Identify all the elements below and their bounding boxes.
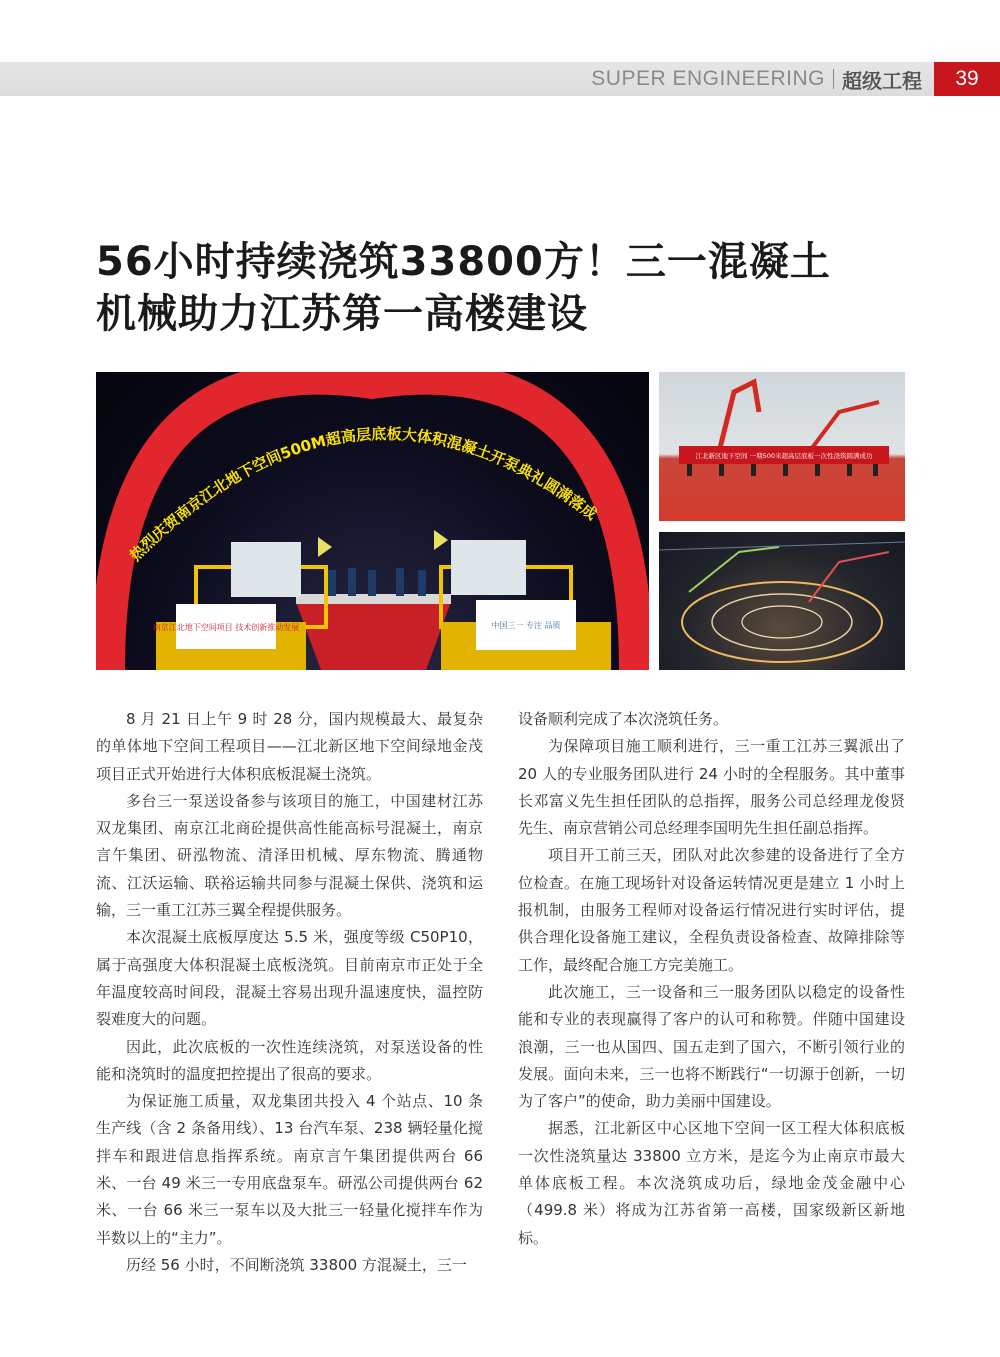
paragraph: 项目开工前三天，团队对此次参建的设备进行了全方位检查。在施工现场针对设备运转情况更是建立 1 小时上报机制，由服务工程师对设备运行情况进行实时评估，提供合理化设备施工建议，全程负责设备检查、故障排除等工作，最终配合施工方完美施工。 bbox=[518, 846, 905, 974]
paragraph: 为保证施工质量，双龙集团共投入 4 个站点、10 条生产线（含 2 条备用线）、13 台汽车泵、238 辆轻量化搅拌车和跟进信息指挥系统。南京言午集团提供两台 66 米、一台 49 米三一专用底盘泵车。研泓公司提供两台 62 米、一台 66 米三一泵车以及大批三一轻量化搅拌车作为半数以上的“主力”。 bbox=[96, 1092, 483, 1247]
construction-night-photo bbox=[659, 532, 905, 670]
left-board-text: 南京江北地下空间项目 技术创新推动发展 bbox=[152, 623, 300, 632]
running-header bbox=[591, 62, 922, 96]
header-divider bbox=[833, 69, 834, 89]
arch-banner-text: 热烈庆贺南京江北地下空间500M超高层底板大体积混凝土开泵典礼圆满落成 bbox=[126, 424, 601, 565]
paragraph: 8 月 21 日上午 9 时 28 分，国内规模最大、最复杂的单体地下空间工程项目——江北新区地下空间绿地金茂项目正式开始进行大体积底板混凝土浇筑。 bbox=[96, 710, 483, 783]
paragraph: 据悉，江北新区中心区地下空间一区工程大体积底板一次性浇筑量达 33800 立方米，是迄今为止南京市最大单体底板工程。本次浇筑成功后，绿地金茂金融中心（499.8 米）将成为江苏省第一高楼，国家级新区新地标。 bbox=[518, 1119, 905, 1247]
article-column-left bbox=[96, 706, 483, 1279]
article-title bbox=[96, 236, 916, 340]
ceremony-day-photo bbox=[659, 372, 905, 521]
paragraph: 多台三一泵送设备参与该项目的施工，中国建材江苏双龙集团、南京江北商砼提供高性能高标号混凝土，南京言午集团、研泓物流、清泽田机械、厚东物流、腾通物流、江沃运输、联裕运输共同参与混凝土保供、浇筑和运输，三一重工江苏三翼全程提供服务。 bbox=[96, 791, 483, 920]
title-line-2: 机械助力江苏第一高楼建设 bbox=[96, 291, 588, 337]
ceremony-banner-text: 江北新区地下空间 一期500米超高层底板一次性浇筑圆满成功 bbox=[695, 452, 873, 460]
ceremony-day-illustration bbox=[659, 372, 905, 521]
page-number: 39 bbox=[934, 62, 1000, 96]
ceremony-night-illustration bbox=[96, 372, 649, 670]
right-board-text: 中国三一 专注 品质 bbox=[491, 621, 561, 630]
article-column-right bbox=[518, 706, 905, 1252]
paragraph: 此次施工，三一设备和三一服务团队以稳定的设备性能和专业的表现赢得了客户的认可和称赞。伴随中国建设浪潮，三一也从国四、国五走到了国六，不断引领行业的发展。面向未来，三一也将不断践行“一切源于创新，一切为了客户”的使命，助力美丽中国建设。 bbox=[518, 982, 905, 1111]
paragraph: 本次混凝土底板厚度达 5.5 米，强度等级 C50P10，属于高强度大体积混凝土底板浇筑。目前南京市正处于全年温度较高时间段，混凝土容易出现升温速度快，温控防裂难度大的问题。 bbox=[96, 928, 483, 1029]
construction-night-illustration bbox=[659, 532, 905, 670]
paragraph: 为保障项目施工顺利进行，三一重工江苏三翼派出了 20 人的专业服务团队进行 24 小时的全程服务。其中董事长邓富义先生担任团队的总指挥，服务公司总经理龙俊贤先生、南京营销公司总经理李国明先生担任副总指挥。 bbox=[518, 737, 905, 838]
title-line-1: 56小时持续浇筑33800方！三一混凝土 bbox=[96, 239, 831, 285]
paragraph: 因此，此次底板的一次性连续浇筑，对泵送设备的性能和浇筑时的温度把控提出了很高的要求。 bbox=[96, 1037, 483, 1083]
paragraph-continuation: 设备顺利完成了本次浇筑任务。 bbox=[518, 710, 729, 728]
paragraph: 历经 56 小时，不间断浇筑 33800 方混凝土，三一 bbox=[126, 1255, 467, 1274]
section-name-en: SUPER ENGINEERING bbox=[591, 67, 825, 90]
ceremony-night-photo bbox=[96, 372, 649, 670]
section-name-cn: 超级工程 bbox=[842, 70, 922, 93]
